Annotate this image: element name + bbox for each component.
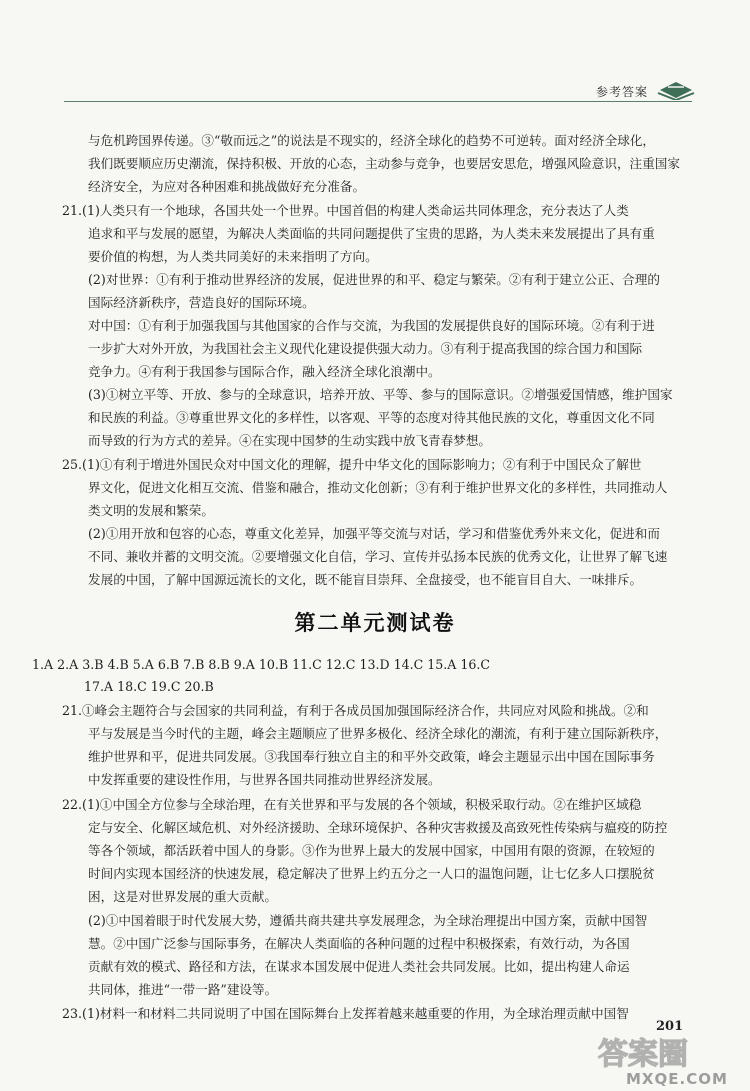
text-line: 时间内实现本国经济的快速发展，稳定解决了世界上约五分之一人口的温饱问题，让七亿多人口摆脱贫 [88, 866, 655, 881]
text-line: 我们既要顺应历史潮流，保持积极、开放的心态，主动参与竞争，也要居安思危，增强风险意识，注重国家 [88, 156, 680, 171]
text-line: 一步扩大对外开放，为我国社会主义现代化建设提供强大动力。③有利于提高我国的综合国力和国际 [88, 341, 643, 356]
text-line: 中发挥重要的建设性作用，与世界各国共同推动世界经济发展。 [88, 772, 441, 787]
text-line: 追求和平与发展的愿望，为解决人类面临的共同问题提供了宝贵的思路，为人类未来发展提出了具有重 [88, 226, 655, 241]
watermark-text: 答案圈 [598, 1037, 688, 1072]
text-line: 类文明的发展和繁荣。 [88, 503, 214, 518]
book-stack-logo-icon [656, 78, 696, 100]
text-line: 对中国：①有利于加强我国与其他国家的合作与交流，为我国的发展提供良好的国际环境。②有利于进 [88, 318, 655, 333]
watermark-logo [590, 1030, 740, 1088]
text-line: (2)①用开放和包容的心态，尊重文化差异，加强平等交流与对话，学习和借鉴优秀外来文化，促进和而 [88, 526, 660, 541]
text-line: 22.(1)①中国全方位参与全球治理，在有关世界和平与发展的各个领域，积极采取行动。②在维护区域稳 [62, 797, 642, 812]
text-line: 困，这是对世界发展的重大贡献。 [88, 889, 277, 904]
text-line: (2)①中国着眼于时代发展大势，遵循共商共建共享发展理念，为全球治理提出中国方案，贡献中国智 [88, 913, 648, 928]
text-line: 和民族的利益。③尊重世界文化的多样性，以客观、平等的态度对待其他民族的文化，尊重因文化不同 [88, 410, 655, 425]
text-line: 与危机跨国界传递。③“敬而远之”的说法是不现实的，经济全球化的趋势不可逆转。面对经济全球化， [88, 133, 656, 148]
text-line: 要价值的构想，为人类共同美好的未来指明了方向。 [88, 249, 378, 264]
text-line: 17.A 18.C 19.C 20.B [84, 679, 214, 694]
text-line: 发展的中国，了解中国源远流长的文化，既不能盲目崇拜、全盘接受，也不能盲目自大、一味排斥。 [88, 572, 643, 587]
text-line: 共同体，推进“一带一路”建设等。 [88, 982, 278, 997]
text-line: 定与安全、化解区域危机、对外经济援助、全球环境保护、各种灾害救援及高致死性传染病与瘟疫的防控 [88, 820, 668, 835]
text-line: 等各个领域，都活跃着中国人的身影。③作为世界上最大的发展中国家，中国用有限的资源，在较短的 [88, 843, 655, 858]
text-line: 界文化，促进文化相互交流、借鉴和融合，推动文化创新；③有利于维护世界文化的多样性，共同推动人 [88, 480, 668, 495]
text-line: 平与发展是当今时代的主题，峰会主题顺应了世界多极化、经济全球化的潮流，有利于建立国际新秩序， [88, 726, 668, 741]
text-line: 不同、兼收并蓄的文明交流。②要增强文化自信，学习、宣传并弘扬本民族的优秀文化，让世界了解飞速 [88, 549, 668, 564]
text-line: 维护世界和平，促进共同发展。③我国奉行独立自主的和平外交政策，峰会主题显示出中国在国际事务 [88, 749, 655, 764]
text-line: (3)①树立平等、开放、参与的全球意识，培养开放、平等、参与的国际意识。②增强爱国情感，维护国家 [88, 387, 673, 402]
text-line: 1.A 2.A 3.B 4.B 5.A 6.B 7.B 8.B 9.A 10.B 11.C 12.C 13.D 14.C 15.A 16.C [32, 657, 491, 672]
text-line: 竞争力。④有利于我国参与国际合作，融入经济全球化浪潮中。 [88, 364, 441, 379]
text-line: 经济安全，为应对各种困难和挑战做好充分准备。 [88, 179, 366, 194]
text-line: 慧。②中国广泛参与国际事务，在解决人类面临的各种问题的过程中积极探索，有效行动，为各国 [88, 936, 630, 951]
header-label: 参考答案 [596, 85, 649, 99]
text-line: 23.(1)材料一和材料二共同说明了中国在国际舞台上发挥着越来越重要的作用，为全球治理贡献中国智 [62, 1006, 629, 1021]
page-number: 201 [656, 1019, 684, 1034]
header-rule [64, 101, 692, 102]
text-line: 国际经济新秩序，营造良好的国际环境。 [88, 295, 315, 310]
text-line: (2)对世界：①有利于推动世界经济的发展，促进世界的和平、稳定与繁荣。②有利于建立公正、合理的 [88, 272, 660, 287]
text-line: 21.①峰会主题符合与会国家的共同利益，有利于各成员国加强国际经济合作，共同应对风险和挑战。②和 [62, 703, 649, 718]
text-line: 而导致的行为方式的差异。④在实现中国梦的生动实践中放飞青春梦想。 [88, 433, 491, 448]
text-line: 25.(1)①有利于增进外国民众对中国文化的理解，提升中华文化的国际影响力；②有利于中国民众了解世 [62, 457, 642, 472]
text-line: 21.(1)人类只有一个地球，各国共处一个世界。中国首倡的构建人类命运共同体理念，充分表达了人类 [62, 203, 629, 218]
section-title: 第二单元测试卷 [294, 611, 456, 635]
text-line: 贡献有效的模式、路径和方法，在谋求本国发展中促进人类社会共同发展。比如，提出构建人命运 [88, 959, 630, 974]
watermark-url: MXQE.COM [626, 1070, 728, 1088]
